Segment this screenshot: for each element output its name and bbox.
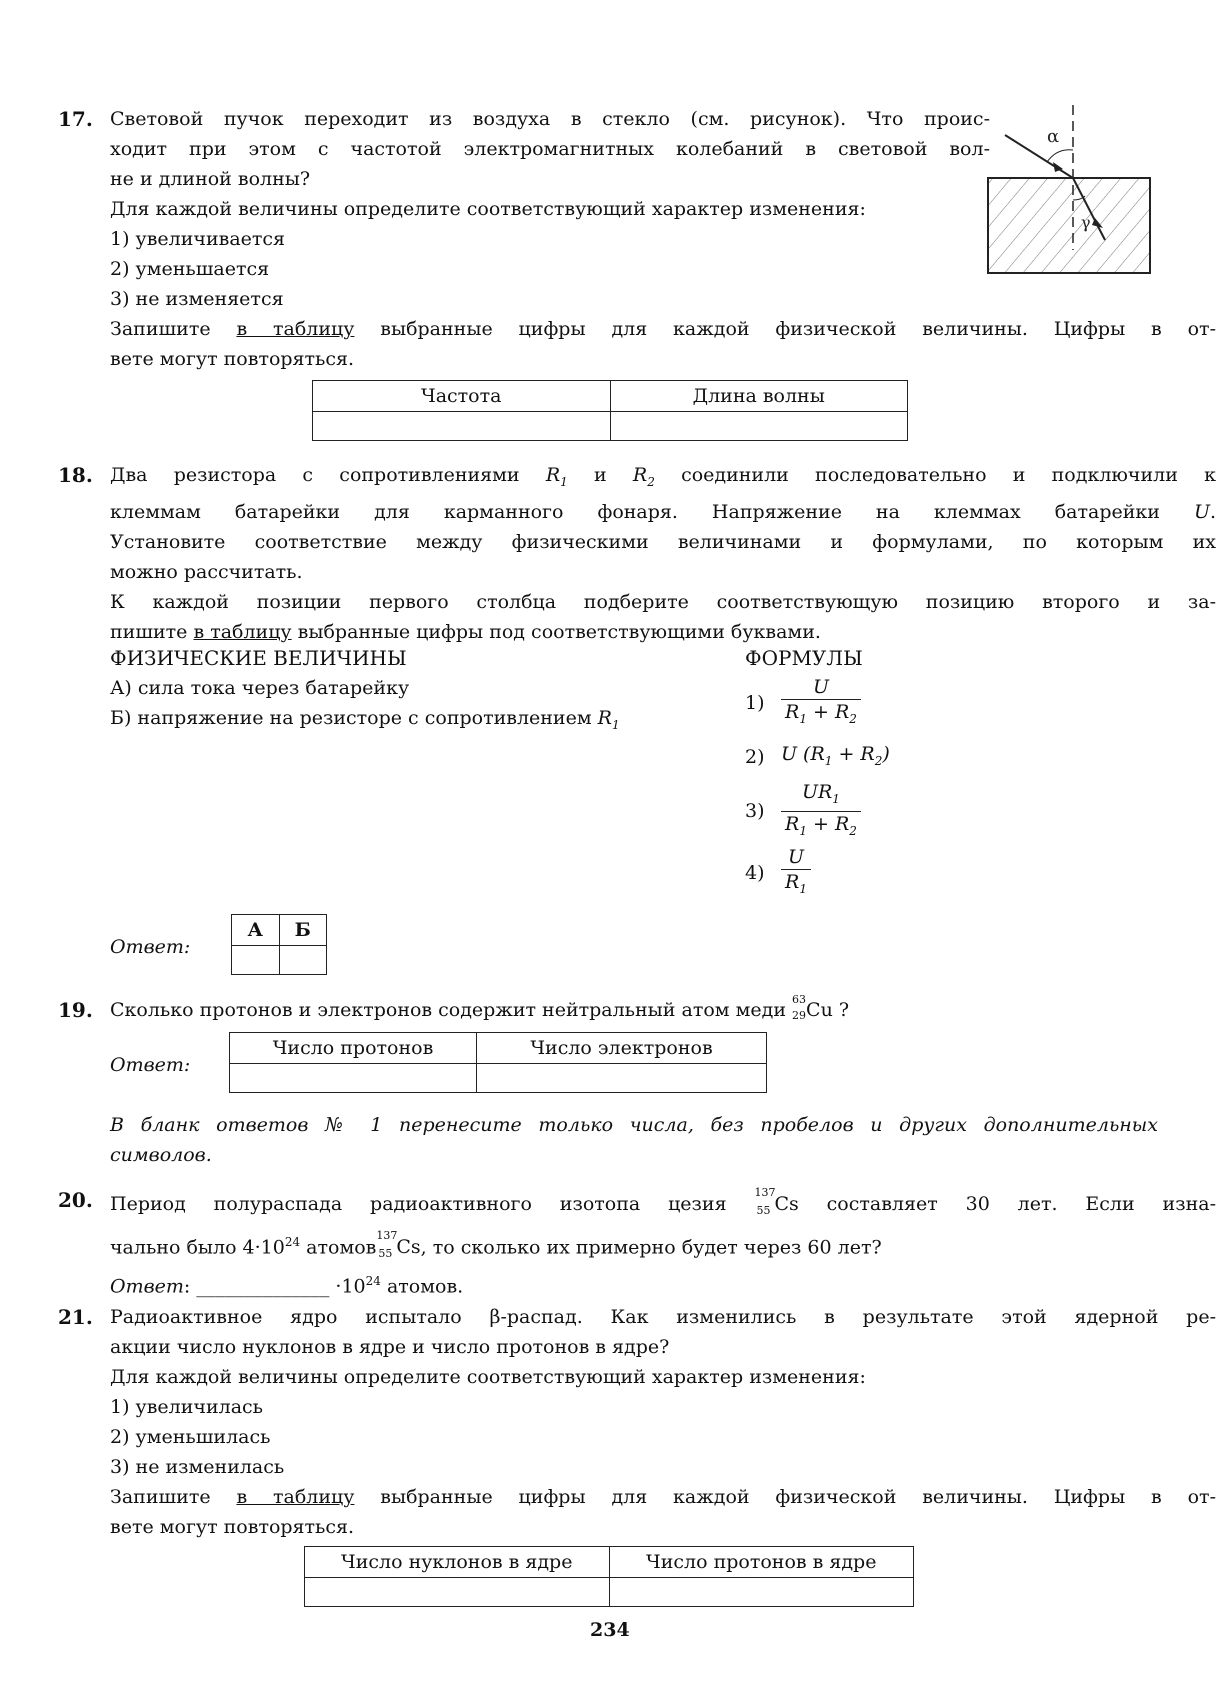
table-header: Частота (313, 381, 611, 412)
cesium-isotope: 137 55 Cs (754, 1186, 799, 1217)
question-text-line: Световой пучок переходит из воздуха в стекло (см. рисунок). Что проис- (110, 108, 990, 130)
answer-cell[interactable] (609, 1578, 914, 1607)
glass-block (988, 178, 1150, 273)
answer-cell[interactable] (305, 1578, 610, 1607)
question-text-line: клеммам батарейки для карманного фонаря. Напряжение на клеммах батарейки U. (110, 500, 1216, 523)
cesium-isotope: 137 55 Cs (376, 1229, 421, 1261)
question-text-line: Два резистора с сопротивлениями $R_1$ и $R_2$ соединили последовательно и подключили к (110, 464, 1216, 489)
answer-cell[interactable] (477, 1064, 767, 1093)
alpha-label: α (1047, 126, 1060, 147)
answer-cell[interactable] (279, 946, 327, 975)
formula-4: 4) $\frac{U}{R_1}$ (745, 845, 811, 901)
transfer-note: В бланк ответов № 1 перенесите только числа, без пробелов и других дополнительных символов. (110, 1114, 1158, 1166)
option-2: 2) уменьшается (110, 258, 270, 280)
instruction-text: Для каждой величины определите соответствующий характер изменения: (110, 1366, 866, 1388)
question-text-line: чально было $4\cdot 10^{24}$ атомов 137 55 Cs, то сколько их примерно будет через 60 лет? (110, 1223, 1216, 1266)
formula-2: 2) U $(R_1 + R_2)$ (745, 743, 890, 769)
answer-table-18 (231, 914, 327, 975)
quantity-a: А) сила тока через батарейку (110, 677, 410, 699)
answer-table-17 (312, 380, 908, 441)
question-text-line: можно рассчитать. (110, 560, 303, 583)
question-number: 20. (58, 1188, 93, 1212)
question-text-line: не и длиной волны? (110, 168, 311, 190)
table-header: А (232, 915, 280, 946)
incident-ray (1005, 135, 1073, 178)
answer-cell[interactable] (313, 412, 611, 441)
write-instruction-line2: вете могут повторяться. (110, 1516, 355, 1538)
option-1: 1) увеличивается (110, 228, 286, 250)
copper-isotope: 63 29 Cu (792, 993, 833, 1022)
question-text-line: акции число нуклонов в ядре и число протонов в ядре? (110, 1336, 670, 1358)
answer-label-19: Ответ: (110, 1054, 191, 1076)
formula-3: 3) $\frac{UR_1}{R_1 + R_2}$ (745, 780, 861, 843)
instruction-text: Для каждой величины определите соответствующий характер изменения: (110, 198, 866, 220)
question-text-line: Радиоактивное ядро испытало β-распад. Как изменились в результате этой ядерной ре- (110, 1306, 1216, 1328)
answer-cell[interactable] (230, 1064, 477, 1093)
question-text-line: ходит при этом с частотой электромагнитных колебаний в световой вол- (110, 138, 990, 160)
answer-table-21 (304, 1546, 914, 1607)
question-number: 21. (58, 1305, 93, 1329)
answer-blank[interactable]: ______________ (196, 1275, 330, 1298)
option-3: 3) не изменилась (110, 1456, 285, 1478)
question-number: 18. (58, 463, 93, 487)
answer-line: Ответ: ______________ $\cdot 10^{24}$ атомов. (110, 1274, 464, 1298)
question-text-line: К каждой позиции первого столбца подберите соответствующую позицию второго и за- (110, 590, 1216, 613)
answer-table-19 (229, 1032, 767, 1093)
question-text-line: Сколько протонов и электронов содержит нейтральный атом меди 63 29 Cu ? (110, 995, 1216, 1025)
table-header: Длина волны (610, 381, 908, 412)
answer-label-18: Ответ: (110, 936, 191, 958)
table-header: Число нуклонов в ядре (305, 1547, 610, 1578)
question-text-line: Установите соответствие между физическими величинами и формулами, по которым их (110, 530, 1216, 553)
quantity-b: Б) напряжение на резисторе с сопротивлением $R_1$ (110, 707, 620, 732)
table-header: Число протонов (230, 1033, 477, 1064)
gamma-label: γ (1081, 213, 1091, 232)
question-number: 17. (58, 107, 93, 131)
page-number: 234 (590, 1619, 630, 1641)
write-instruction: Запишите в таблицу выбранные цифры для каждой физической величины. Цифры в от- (110, 1486, 1216, 1508)
option-3: 3) не изменяется (110, 288, 284, 310)
question-text-line: пишите в таблицу выбранные цифры под соответствующими буквами. (110, 620, 821, 643)
question-number: 19. (58, 998, 93, 1022)
answer-cell[interactable] (610, 412, 908, 441)
table-header: Число протонов в ядре (609, 1547, 914, 1578)
formula-1: 1) $\frac{U}{R_1 + R_2}$ (745, 675, 861, 731)
option-1: 1) увеличилась (110, 1396, 264, 1418)
answer-cell[interactable] (232, 946, 280, 975)
write-instruction: Запишите в таблицу выбранные цифры для каждой физической величины. Цифры в от- (110, 318, 1216, 340)
table-header: Б (279, 915, 327, 946)
left-column-header: ФИЗИЧЕСКИЕ ВЕЛИЧИНЫ (110, 646, 407, 670)
refraction-figure (985, 100, 1155, 280)
option-2: 2) уменьшилась (110, 1426, 271, 1448)
write-instruction-line2: вете могут повторяться. (110, 348, 355, 370)
right-column-header: ФОРМУЛЫ (745, 646, 863, 670)
table-header: Число электронов (477, 1033, 767, 1064)
question-text-line: Период полураспада радиоактивного изотопа цезия 137 55 Cs составляет 30 лет. Если изна- (110, 1185, 1216, 1223)
